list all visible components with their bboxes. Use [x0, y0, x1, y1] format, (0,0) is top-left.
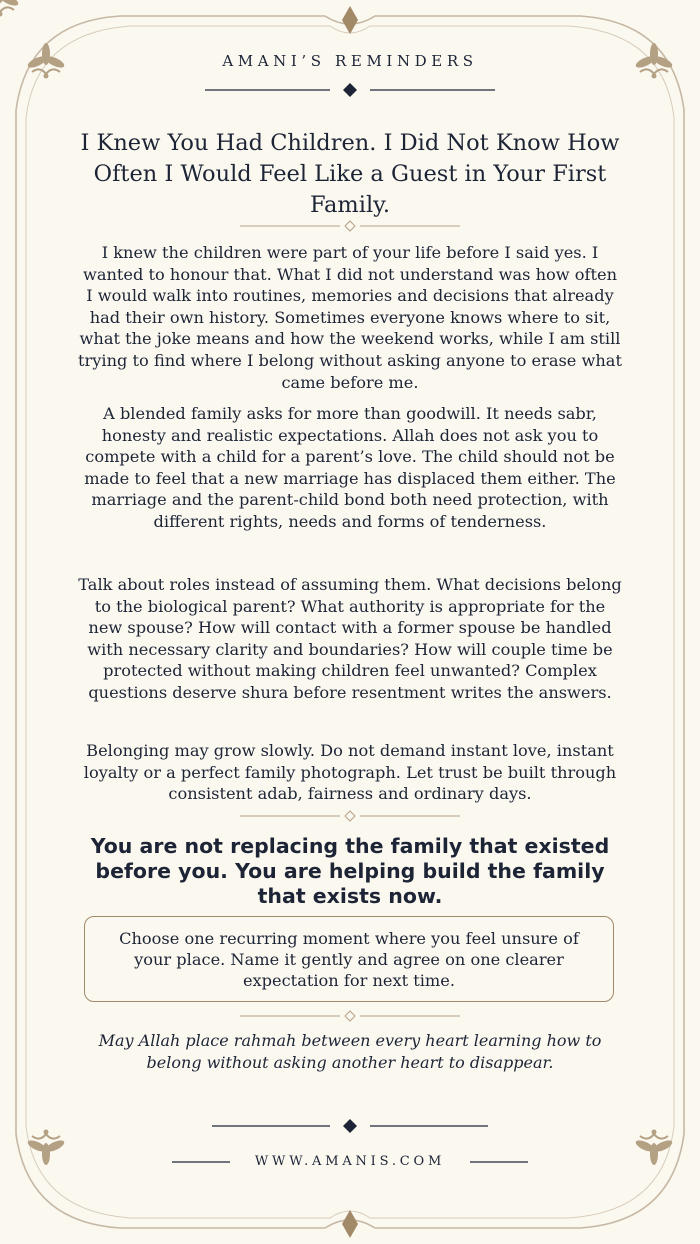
paragraph-4: Belonging may grow slowly. Do not demand instant love, instant loyalty or a perfect family photograph. Let trust be built through consistent adab, fairness and ordinary days. — [83, 741, 617, 804]
website-link[interactable]: WWW.AMANIS.COM — [254, 1154, 446, 1169]
brand-name: AMANI’S REMINDERS — [222, 52, 478, 70]
action-box-text: Choose one recurring moment where you feel unsure of your place. Name it gently and agree on one clearer expectation for next time. — [119, 928, 579, 990]
action-box — [84, 916, 614, 1002]
page-title: I Knew You Had Children. I Did Not Know How Often I Would Feel Like a Guest in Your First Family. — [80, 130, 620, 218]
highlight-quote: You are not replacing the family that existed before you. You are helping build the family that exists now. — [90, 834, 610, 908]
top-diamond-ornament — [342, 6, 358, 34]
paragraph-1: I knew the children were part of your life before I said yes. I wanted to honour that. What I did not understand was how often I would walk into routines, memories and decisions that already had their own history. Sometimes everyone knows where to sit, what the joke means and how the weekend works, while I am still trying to find where I belong without asking anyone to erase what came before me. — [78, 243, 622, 392]
paragraph-3: Talk about roles instead of assuming them. What decisions belong to the biological parent? What authority is appropriate for the new spouse? How will contact with a former spouse be handled with necessary clarity and boundaries? How will couple time be protected without making children feel unwanted? Complex questions deserve shura before resentment writes the answers. — [78, 575, 622, 702]
bottom-diamond-ornament — [342, 1210, 358, 1238]
paragraph-2: A blended family asks for more than goodwill. It needs sabr, honesty and realistic expectations. Allah does not ask you to compete with a child for a parent’s love. The child should not be made to feel that a new marriage has displaced them either. The marriage and the parent-child bond both need protection, with different rights, needs and forms of tenderness. — [84, 404, 616, 531]
closing-prayer: May Allah place rahmah between every heart learning how to belong without asking another heart to disappear. — [98, 1031, 602, 1072]
